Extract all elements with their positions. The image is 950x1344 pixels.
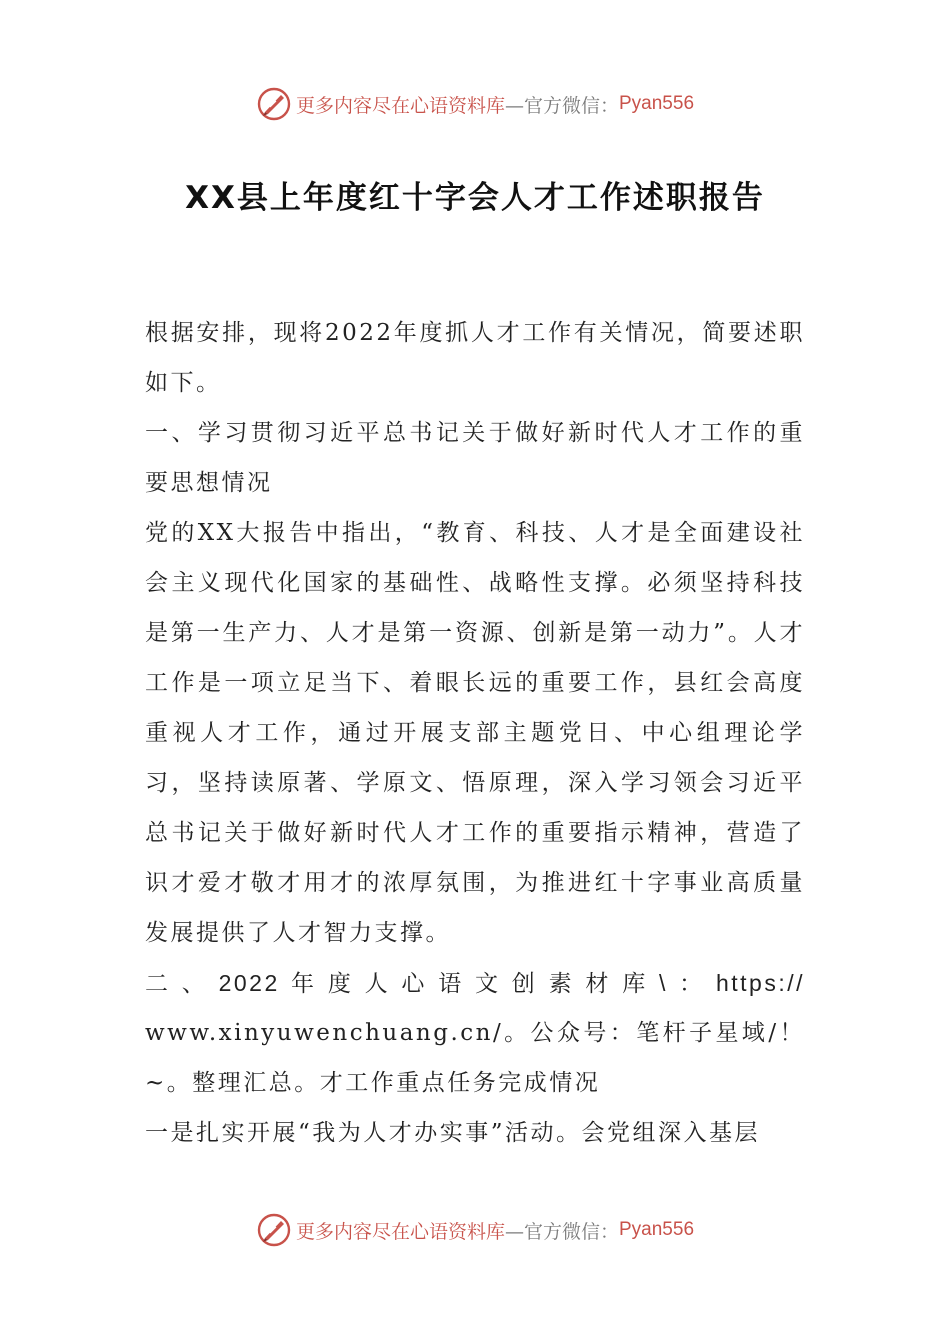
section-heading-2-rest: www.xinyuwenchuang.cn/。公众号：笔杆子星域/！~。整理汇总。才工作重点任务完成情况 <box>145 1020 805 1096</box>
banner-sub-text: —官方微信： <box>504 94 619 117</box>
section-2-paragraph: 一是扎实开展“我为人才办实事”活动。会党组深入基层 <box>145 1120 761 1146</box>
document-title: XX县上年度红十字会人才工作述职报告 <box>185 180 765 216</box>
footer-watermark-banner <box>0 1208 950 1252</box>
section-1-paragraph: 党的XX大报告中指出，“教育、科技、人才是全面建设社会主义现代化国家的基础性、战略性支撑。必须坚持科技是第一生产力、人才是第一资源、创新是第一动力”。人才工作是一项立足当下、着眼长远的重要工作，县红会高度重视人才工作，通过开展支部主题党日、中心组理论学习，坚持读原著、学原文、悟原理，深入学习领会习近平总书记关于做好新时代人才工作的重要指示精神，营造了识才爱才敬才用才的浓厚氛围，为推进红十字事业高质量发展提供了人才智力支撑。 <box>145 520 805 946</box>
header-watermark-banner <box>0 82 950 126</box>
banner-main-text: 更多内容尽在心语资料库 <box>295 1220 505 1243</box>
intro-paragraph: 根据安排，现将2022年度抓人才工作有关情况，简要述职如下。 <box>145 320 805 396</box>
banner-wechat-id: Pyan556 <box>619 93 695 114</box>
section-heading-1: 一、学习贯彻习近平总书记关于做好新时代人才工作的重要思想情况 <box>145 420 805 496</box>
banner-main-text: 更多内容尽在心语资料库 <box>295 94 505 117</box>
banner-sub-text: —官方微信： <box>504 1220 619 1243</box>
section-heading-2-line1: 二、2022年度人心语文创素材库\：https:// <box>145 970 805 996</box>
banner-wechat-id: Pyan556 <box>619 1219 695 1240</box>
quill-logo-icon <box>256 1212 292 1248</box>
document-body <box>145 308 805 1158</box>
quill-logo-icon <box>256 86 292 122</box>
